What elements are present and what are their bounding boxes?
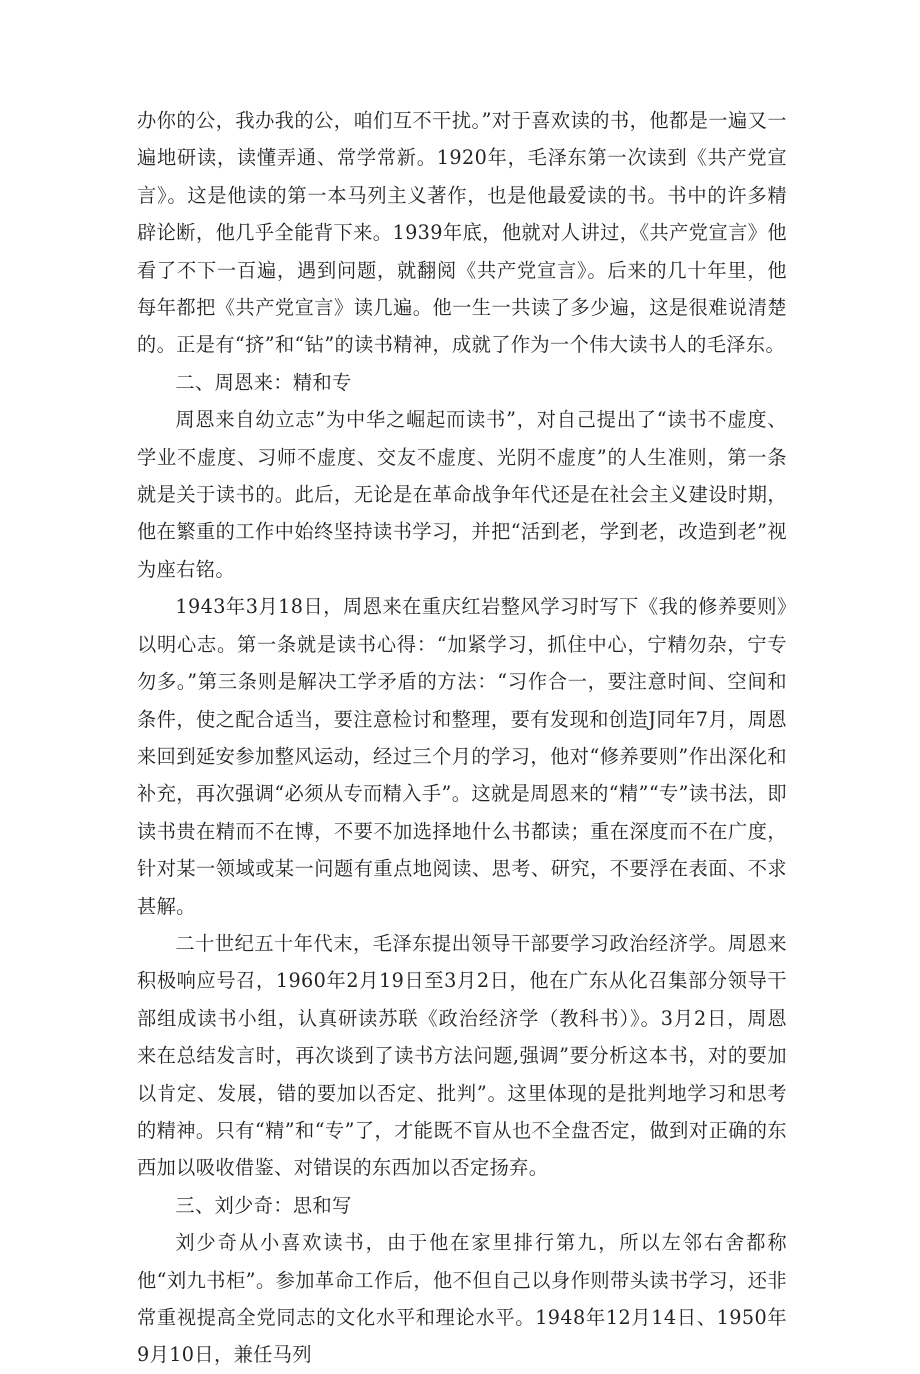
paragraph-zhou-1943: 1943年3月18日，周恩来在重庆红岩整风学习时写下《我的修养要则》以明心志。第一条就是读书心得：“加紧学习，抓住中心，宁精勿杂，宁专勿多。”第三条则是解决工学矛盾的方法：“习作合一，要注意时间、空间和条件，使之配合适当，要注意检讨和整理，要有发现和创造J同年7月，周恩来回到延安参加整风运动，经过三个月的学习，他对“修养要则”作出深化和补充，再次强调“必须从专而精入手”。这就是周恩来的“精”“专”读书法，即读书贵在精而不在博，不要不加选择地什么书都读；重在深度而不在广度，针对某一领域或某一问题有重点地阅读、思考、研究，不要浮在表面、不求甚解。 xyxy=(137,595,787,918)
paragraph-zhou-intro: 周恩来自幼立志”为中华之崛起而读书”，对自己提出了“读书不虚度、学业不虚度、习师不虚度、交友不虚度、光阴不虚度”的人生准则，第一条就是关于读书的。此后，无论是在革命战争年代还是在社会主义建设时期，他在繁重的工作中始终坚持读书学习，并把“活到老，学到老，改造到老”视为座右铭。 xyxy=(137,408,787,581)
paragraph-liu-intro: 刘少奇从小喜欢读书，由于他在家里排行第九，所以左邻右舍都称他“刘九书柜”。参加革命工作后，他不但自己以身作则带头读书学习，还非常重视提高全党同志的文化水平和理论水平。1948年12月14日、1950年9月10日，兼任马列 xyxy=(137,1231,787,1367)
paragraph-zhou-1960: 二十世纪五十年代末，毛泽东提出领导干部要学习政治经济学。周恩来积极响应号召，1960年2月19日至3月2日，他在广东从化召集部分领导干部组成读书小组，认真研读苏联《政治经济学（教科书）》。3月2日，周恩来在总结发言时，再次谈到了读书方法问题,强调”要分析这本书，对的要加以肯定、发展，错的要加以否定、批判”。这里体现的是批判地学习和思考的精神。只有“精”和“专”了，才能既不盲从也不全盘否定，做到对正确的东西加以吸收借鉴、对错误的东西加以否定扬弃。 xyxy=(137,931,787,1180)
section-heading-zhou-enlai: 二、周恩来：精和专 xyxy=(175,370,352,394)
section-heading-liu-shaoqi: 三、刘少奇：思和写 xyxy=(175,1193,352,1217)
paragraph-continuation: 办你的公，我办我的公，咱们互不干扰。”对于喜欢读的书，他都是一遍又一遍地研读，读懂弄通、常学常新。1920年，毛泽东第一次读到《共产党宣言》。这是他读的第一本马列主义著作，也是他最爱读的书。书中的许多精辟论断，他几乎全能背下来。1939年底，他就对人讲过，《共产党宣言》他看了不下一百遍，遇到问题，就翻阅《共产党宣言》。后来的几十年里，他每年都把《共产党宣言》读几遍。他一生一共读了多少遍，这是很难说清楚的。正是有“挤”和“钻”的读书精神，成就了作为一个伟大读书人的毛泽东。 xyxy=(137,109,787,357)
document-page xyxy=(137,102,787,1374)
